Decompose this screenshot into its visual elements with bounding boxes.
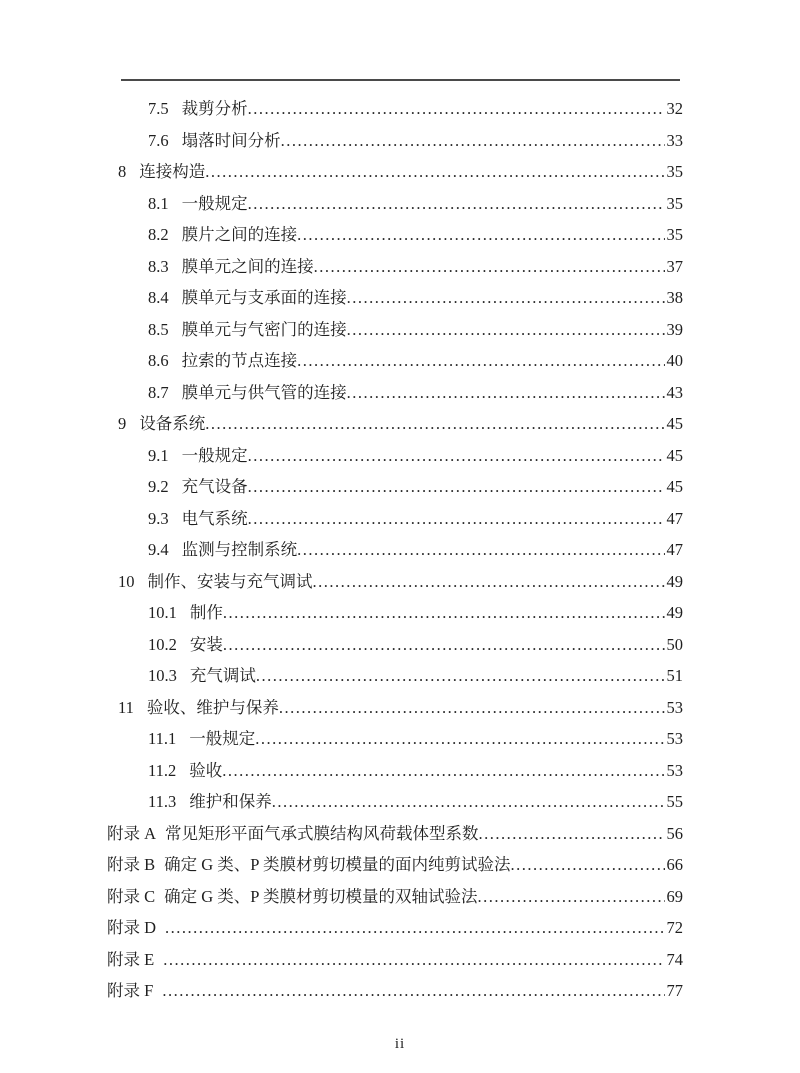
toc-entry-title: 膜单元与气密门的连接 — [181, 319, 347, 339]
toc-entry — [107, 786, 683, 818]
toc-entry — [107, 219, 683, 251]
toc-entry-title: 膜片之间的连接 — [181, 225, 298, 244]
toc-entry-page: 40 — [666, 351, 683, 370]
toc-entry-number: 11.2 — [148, 760, 177, 780]
header-rule — [121, 79, 680, 81]
toc-entry-number: 8.7 — [148, 382, 169, 402]
toc-entry-number: 附录 C — [107, 886, 156, 906]
toc-entry-number: 9.2 — [148, 477, 169, 496]
toc-entry-page: 53 — [666, 697, 683, 717]
toc-entry — [107, 755, 683, 787]
toc-entry-title: 一般规定 — [189, 729, 256, 748]
toc-entry — [107, 692, 683, 724]
toc-entry-page: 35 — [666, 225, 683, 244]
toc-leader-dots — [478, 881, 665, 913]
toc-leader-dots — [222, 755, 664, 787]
toc-entry — [107, 93, 683, 125]
toc-leader-dots — [248, 503, 665, 535]
toc-leader-dots — [205, 408, 664, 440]
toc-entry — [107, 156, 683, 188]
toc-entry-title: 连接构造 — [139, 162, 206, 181]
toc-entry-number: 11 — [118, 697, 134, 717]
toc-entry-page: 37 — [666, 256, 683, 276]
toc-entry — [107, 408, 683, 440]
toc-entry-number: 附录 A — [107, 823, 157, 843]
toc-entry — [107, 314, 683, 346]
toc-entry-number: 7.5 — [148, 99, 169, 118]
toc-entry-page: 39 — [666, 319, 683, 339]
toc-entry-page: 45 — [666, 414, 683, 433]
toc-entry-page: 38 — [666, 288, 683, 307]
toc-entry-title: 膜单元与支承面的连接 — [181, 288, 347, 307]
toc-entry-page: 47 — [666, 508, 683, 528]
toc-entry-number: 9.3 — [148, 508, 169, 528]
toc-entry-page: 33 — [666, 130, 683, 150]
toc-entry-page: 45 — [666, 477, 683, 496]
toc-entry-page: 32 — [666, 99, 683, 118]
toc-leader-dots — [162, 975, 664, 1007]
toc-entry-number: 10.2 — [148, 634, 177, 654]
toc-entry — [107, 912, 683, 944]
toc-entry-title: 验收 — [189, 760, 223, 780]
toc-entry — [107, 944, 683, 976]
toc-entry-page: 49 — [666, 571, 683, 591]
toc-leader-dots — [255, 723, 664, 755]
toc-entry-number: 11.1 — [148, 729, 177, 748]
toc-entry-title: 膜单元与供气管的连接 — [181, 382, 347, 402]
toc-leader-dots — [347, 377, 665, 409]
toc-entry — [107, 282, 683, 314]
toc-entry-page: 49 — [666, 603, 683, 622]
toc-leader-dots — [272, 786, 665, 818]
toc-entry-title: 裁剪分析 — [181, 99, 248, 118]
toc-leader-dots — [479, 818, 665, 850]
toc-entry-title: 一般规定 — [181, 445, 248, 465]
toc-list — [107, 93, 683, 1007]
toc-entry-number: 附录 B — [107, 855, 156, 874]
toc-entry — [107, 503, 683, 535]
toc-entry-title: 常见矩形平面气承式膜结构风荷载体型系数 — [165, 823, 479, 843]
toc-leader-dots — [511, 849, 665, 881]
toc-entry — [107, 377, 683, 409]
toc-entry-title: 验收、维护与保养 — [146, 697, 279, 717]
toc-entry-page: 56 — [666, 823, 683, 843]
toc-entry-number: 8.3 — [148, 256, 169, 276]
toc-leader-dots — [223, 597, 665, 629]
toc-entry-title: 一般规定 — [181, 193, 248, 213]
toc-entry-title: 拉索的节点连接 — [181, 351, 298, 370]
toc-leader-dots — [347, 282, 665, 314]
toc-entry-title: 电气系统 — [181, 508, 248, 528]
toc-entry-title: 确定 G 类、P 类膜材剪切模量的面内纯剪试验法 — [164, 855, 511, 874]
toc-entry — [107, 818, 683, 850]
toc-entry-page: 69 — [666, 886, 683, 906]
toc-entry-number: 10.3 — [148, 666, 177, 685]
toc-leader-dots — [223, 629, 665, 661]
toc-entry-number: 附录 E — [107, 949, 155, 969]
toc-entry-number: 11.3 — [148, 792, 177, 811]
toc-leader-dots — [297, 345, 664, 377]
toc-entry-page: 72 — [666, 918, 683, 937]
toc-leader-dots — [281, 125, 665, 157]
toc-entry-title: 确定 G 类、P 类膜材剪切模量的双轴试验法 — [164, 886, 478, 906]
toc-entry-title: 制作 — [189, 603, 223, 622]
toc-entry-number: 9.4 — [148, 540, 169, 559]
toc-entry — [107, 849, 683, 881]
toc-entry — [107, 345, 683, 377]
toc-entry-page: 43 — [666, 382, 683, 402]
toc-entry-page: 53 — [666, 729, 683, 748]
page-number: ii — [394, 1036, 406, 1052]
toc-leader-dots — [248, 93, 665, 125]
toc-entry-page: 51 — [666, 666, 683, 685]
toc-entry-number: 附录 D — [107, 918, 157, 937]
toc-entry — [107, 723, 683, 755]
toc-entry — [107, 471, 683, 503]
toc-leader-dots — [248, 188, 665, 220]
toc-entry — [107, 534, 683, 566]
toc-leader-dots — [313, 566, 665, 598]
toc-entry-page: 77 — [666, 981, 683, 1000]
toc-entry-page: 53 — [666, 760, 683, 780]
toc-entry-title: 充气设备 — [181, 477, 248, 496]
toc-entry-number: 8.2 — [148, 225, 169, 244]
toc-entry-number: 8 — [118, 162, 127, 181]
toc-entry-title: 维护和保养 — [189, 792, 272, 811]
toc-leader-dots — [314, 251, 665, 283]
toc-leader-dots — [347, 314, 665, 346]
toc-leader-dots — [256, 660, 665, 692]
toc-entry-title: 膜单元之间的连接 — [181, 256, 314, 276]
toc-entry — [107, 440, 683, 472]
toc-entry-number: 7.6 — [148, 130, 169, 150]
toc-leader-dots — [279, 692, 665, 724]
toc-leader-dots — [297, 534, 664, 566]
toc-leader-dots — [163, 944, 664, 976]
toc-entry — [107, 125, 683, 157]
toc-entry-title: 制作、安装与充气调试 — [147, 571, 313, 591]
toc-entry-number: 8.6 — [148, 351, 169, 370]
toc-entry-page: 55 — [666, 792, 683, 811]
toc-entry-page: 50 — [666, 634, 683, 654]
toc-entry-page: 47 — [666, 540, 683, 559]
toc-entry-number: 8.4 — [148, 288, 169, 307]
toc-entry — [107, 660, 683, 692]
toc-entry-number: 8.1 — [148, 193, 169, 213]
toc-entry-number: 9 — [118, 414, 127, 433]
toc-leader-dots — [297, 219, 664, 251]
toc-entry-number: 10 — [118, 571, 135, 591]
toc-entry — [107, 188, 683, 220]
toc-entry-number: 9.1 — [148, 445, 169, 465]
toc-leader-dots — [248, 471, 665, 503]
toc-entry-title: 设备系统 — [139, 414, 206, 433]
toc-entry — [107, 975, 683, 1007]
toc-leader-dots — [165, 912, 664, 944]
toc-leader-dots — [205, 156, 664, 188]
toc-leader-dots — [248, 440, 665, 472]
toc-entry-title: 充气调试 — [189, 666, 256, 685]
page-footer — [0, 1036, 800, 1053]
toc-entry-number: 10.1 — [148, 603, 177, 622]
toc-entry-number: 8.5 — [148, 319, 169, 339]
toc-entry — [107, 881, 683, 913]
toc-entry — [107, 251, 683, 283]
toc-entry-title: 安装 — [189, 634, 223, 654]
toc-entry — [107, 566, 683, 598]
toc-entry-page: 66 — [666, 855, 683, 874]
toc-entry-page: 45 — [666, 445, 683, 465]
toc-entry-title: 塌落时间分析 — [181, 130, 281, 150]
toc-entry-number: 附录 F — [107, 981, 154, 1000]
toc-entry-page: 35 — [666, 193, 683, 213]
toc-entry — [107, 597, 683, 629]
toc-entry — [107, 629, 683, 661]
toc-entry-title: 监测与控制系统 — [181, 540, 298, 559]
toc-entry-page: 74 — [666, 949, 683, 969]
toc-entry-page: 35 — [666, 162, 683, 181]
